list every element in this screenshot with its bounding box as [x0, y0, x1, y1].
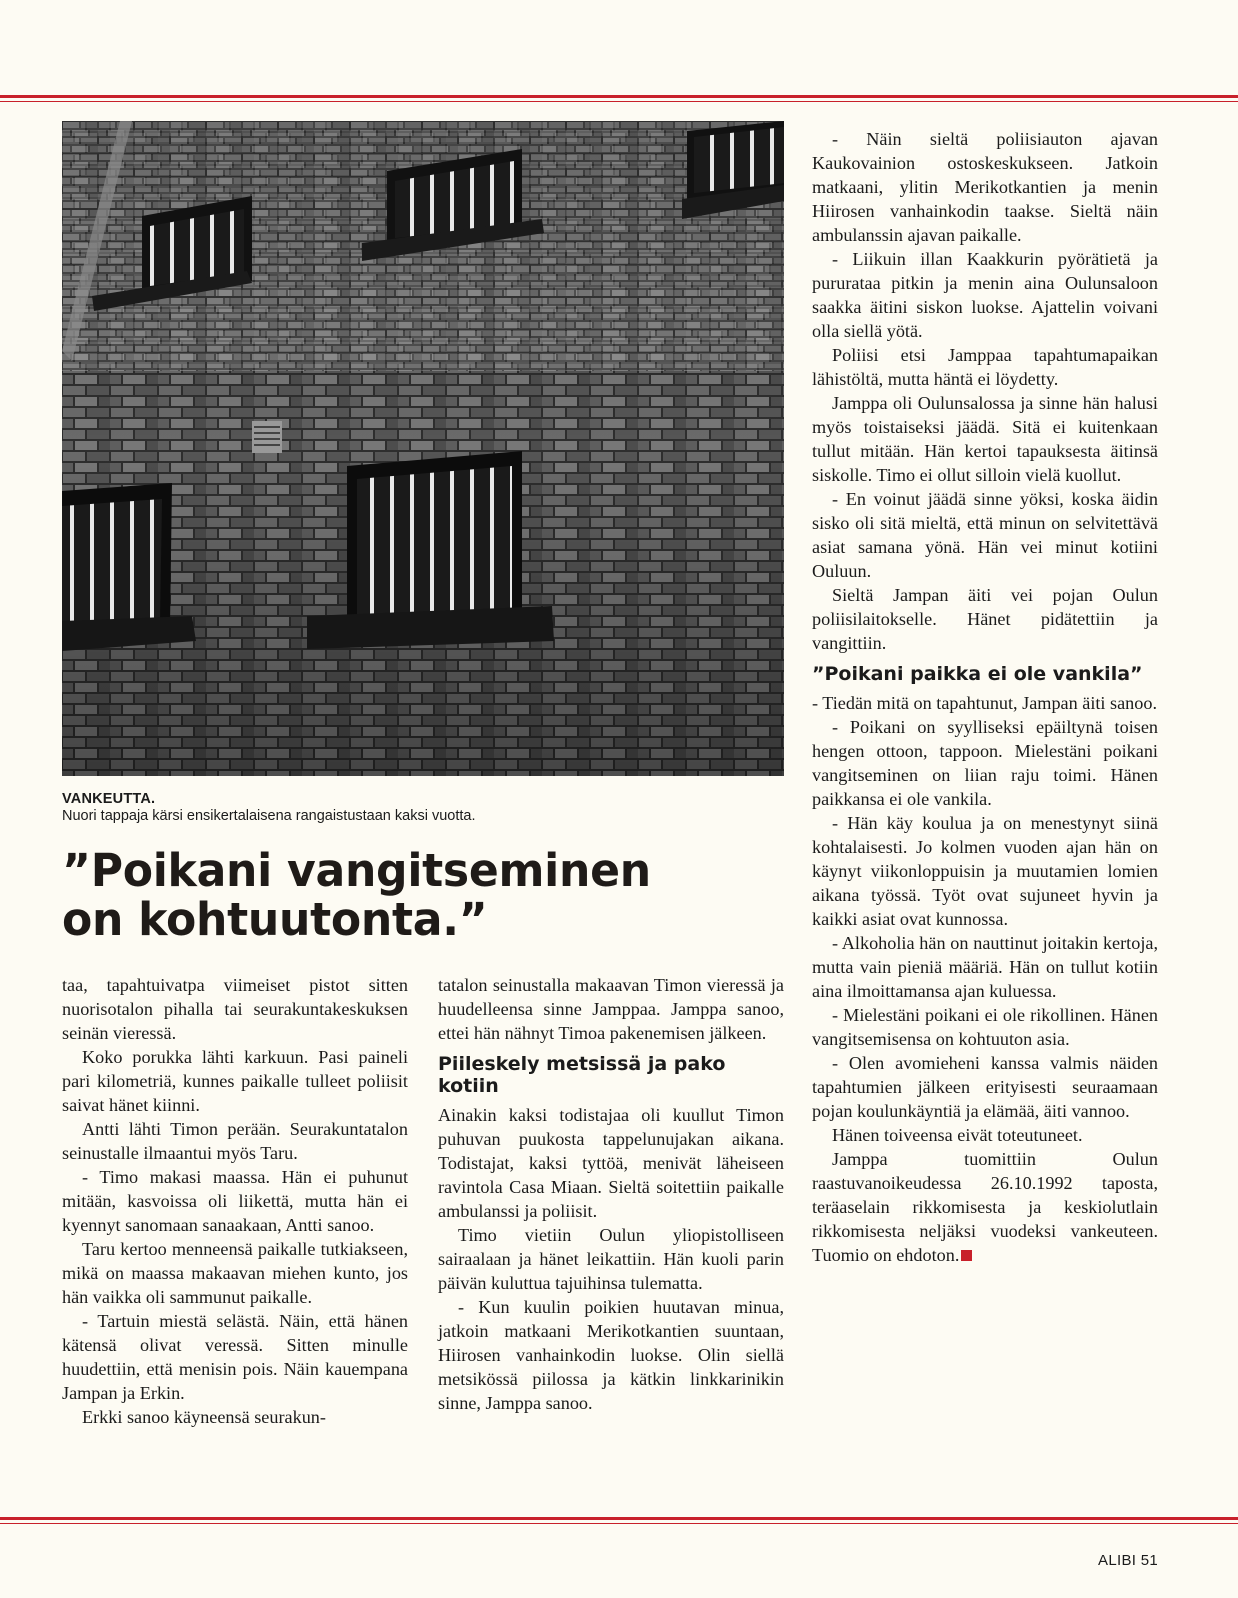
paragraph-text: - Timo makasi maassa. Hän ei puhunut mitään, kasvoissa oli liikettä, mutta hän ei kyennyt sanomaan sanaakaan, Antti sanoo. [62, 1167, 408, 1235]
paragraph-text: Poliisi etsi Jamppaa tapahtumapaikan lähistöltä, mutta häntä ei löydetty. [812, 345, 1158, 389]
article-column-1 [62, 973, 408, 1429]
caption-label: VANKEUTTA. [62, 791, 156, 807]
paragraph-text: Sieltä Jampan äiti vei pojan Oulun poliisilaitokselle. Hänet pidätettiin ja vangittiin. [812, 585, 1158, 653]
paragraph [812, 931, 1158, 1003]
paragraph [438, 1223, 784, 1295]
paragraph-text: Erkki sanoo käyneensä seurakun- [82, 1407, 326, 1427]
paragraph-text: - En voinut jäädä sinne yöksi, koska äidin sisko oli sitä mieltä, että minun on selvitettävä asiat samana yönä. Hän vei minut kotiini Ouluun. [812, 489, 1158, 581]
end-mark-icon [961, 1250, 972, 1261]
paragraph [62, 1165, 408, 1237]
paragraph [812, 715, 1158, 811]
headline-line-2: on kohtuutonta.” [62, 893, 488, 946]
paragraph-text: - Poikani on syylliseksi epäiltynä toisen hengen ottoon, tappoon. Mielestäni poikani vangitseminen on liian raju toimi. Hänen paikkansa ei ole vankila. [812, 717, 1158, 809]
paragraph-text: - Kun kuulin poikien huutavan minua, jatkoin matkaani Merikotkantien suuntaan, Hiirosen vanhainkodin luokse. Olin siellä metsikössä piilossa ja kätkin linkkarinikin sinne, Jamppa sanoo. [438, 1297, 784, 1413]
paragraph-text: Koko porukka lähti karkuun. Pasi paineli pari kilometriä, kunnes paikalle tulleet poliisit saivat hänet kiinni. [62, 1047, 408, 1115]
paragraph [438, 1295, 784, 1415]
paragraph-text: - Näin sieltä poliisiauton ajavan Kaukovainion ostoskeskukseen. Jatkoin matkaani, ylitin Merikotkantien ja menin Hiirosen vanhainkodin taakse. Sieltä näin ambulanssin ajavan paikalle. [812, 129, 1158, 245]
paragraph [812, 811, 1158, 931]
paragraph-text: - Mielestäni poikani ei ole rikollinen. Hänen vangitsemisensa on kohtuuton asia. [812, 1005, 1158, 1049]
paragraph-text: Ainakin kaksi todistajaa oli kuullut Timon puhuvan puukosta tappelunujakan aikana. Todistajat, kaksi tyttöä, menivät läheiseen ravintola Casa Miaan. Sieltä soitettiin paikalle ambulanssi ja poliisit. [438, 1105, 784, 1221]
bottom-rule [0, 1517, 1238, 1524]
headline [62, 846, 777, 944]
article-column-2 [438, 973, 784, 1415]
paragraph-text: - Tartuin miestä selästä. Näin, että hänen kätensä olivat veressä. Sitten minulle huudettiin, että menisin pois. Näin kauempana Jampan ja Erkin. [62, 1311, 408, 1403]
paragraph [812, 583, 1158, 655]
subheading: ”Poikani paikka ei ole vankila” [812, 663, 1143, 685]
paragraph-text: - Tiedän mitä on tapahtunut, Jampan äiti sanoo. [812, 693, 1158, 713]
paragraph [62, 1405, 408, 1429]
paragraph-text: - Olen avomieheni kanssa valmis näiden tapahtumien jälkeen erityisesti seuraamaan pojan koulunkäyntiä ja elämää, äiti vannoo. [812, 1053, 1158, 1121]
paragraph [62, 1237, 408, 1309]
paragraph [812, 343, 1158, 391]
paragraph [62, 1117, 408, 1165]
caption-text: Nuori tappaja kärsi ensikertalaisena rangaistustaan kaksi vuotta. [62, 808, 476, 824]
paragraph [812, 1003, 1158, 1051]
paragraph-text: Jamppa tuomittiin Oulun raastuvanoikeudessa 26.10.1992 taposta, teräaselain rikkomisesta ja keskiolutlain rikkomisesta neljäksi vuodeksi vankeuteen. Tuomio on ehdoton. [812, 1149, 1158, 1265]
paragraph-text: taa, tapahtuivatpa viimeiset pistot sitten nuorisotalon pihalla tai seurakuntakeskuksen seinän vieressä. [62, 975, 408, 1043]
paragraph [812, 127, 1158, 247]
paragraph [62, 973, 408, 1045]
paragraph-text: Jamppa oli Oulunsalossa ja sinne hän halusi myös toistaiseksi jäädä. Sitä ei kuitenkaan tullut mitään. Hän kertoi tapauksesta äitinsä siskolle. Timo ei ollut silloin vielä kuollut. [812, 393, 1158, 485]
headline-line-1: ”Poikani vangitseminen [62, 844, 651, 897]
top-rule [0, 95, 1238, 102]
paragraph-text: - Alkoholia hän on nauttinut joitakin kertoja, mutta vain pieniä määriä. Hän on tullut kotiin aina ilmoittamansa ajan kuluessa. [812, 933, 1158, 1001]
paragraph [438, 973, 784, 1045]
paragraph [812, 1147, 1158, 1267]
prison-wall-photo [62, 121, 784, 776]
paragraph [812, 487, 1158, 583]
paragraph [62, 1309, 408, 1405]
paragraph [62, 1045, 408, 1117]
paragraph [812, 1051, 1158, 1123]
paragraph-text: - Hän käy koulua ja on menestynyt siinä kohtalaisesti. Jo kolmen vuoden ajan hän on käynyt viikonloppuisin ja muutamien lomien aikana työssä. Työt ovat sujuneet hyvin ja kaikki asiat ovat kunnossa. [812, 813, 1158, 929]
paragraph-text: tatalon seinustalla makaavan Timon vieressä ja huudelleensa sinne Jamppaa. Jamppa sanoo, ettei hän nähnyt Timoa pakenemisen jälkeen. [438, 975, 784, 1043]
paragraph [812, 1123, 1158, 1147]
paragraph [812, 391, 1158, 487]
photo-caption [62, 791, 784, 825]
paragraph-text: Taru kertoo menneensä paikalle tutkiakseen, mikä on maassa makaavan miehen kunto, jos hän vaikka oli sammunut paikalle. [62, 1239, 408, 1307]
paragraph-text: Hänen toiveensa eivät toteutuneet. [832, 1125, 1083, 1145]
paragraph [812, 247, 1158, 343]
paragraph [438, 1103, 784, 1223]
paragraph-text: Timo vietiin Oulun yliopistolliseen sairaalaan ja hänet leikattiin. Hän kuoli parin päivän kuluttua tajuihinsa tulematta. [438, 1225, 784, 1293]
page-footer: ALIBI 51 [1098, 1552, 1158, 1569]
paragraph-text: Antti lähti Timon perään. Seurakuntatalon seinustalle ilmaantui myös Taru. [62, 1119, 408, 1163]
subheading: Piileskely metsissä ja pako kotiin [438, 1053, 726, 1097]
paragraph [812, 691, 1158, 715]
article-column-3 [812, 127, 1158, 1267]
paragraph-text: - Liikuin illan Kaakkurin pyörätietä ja pururataa pitkin ja menin aina Oulunsaloon saakka äitini siskon luokse. Ajattelin voivani olla siellä yötä. [812, 249, 1158, 341]
